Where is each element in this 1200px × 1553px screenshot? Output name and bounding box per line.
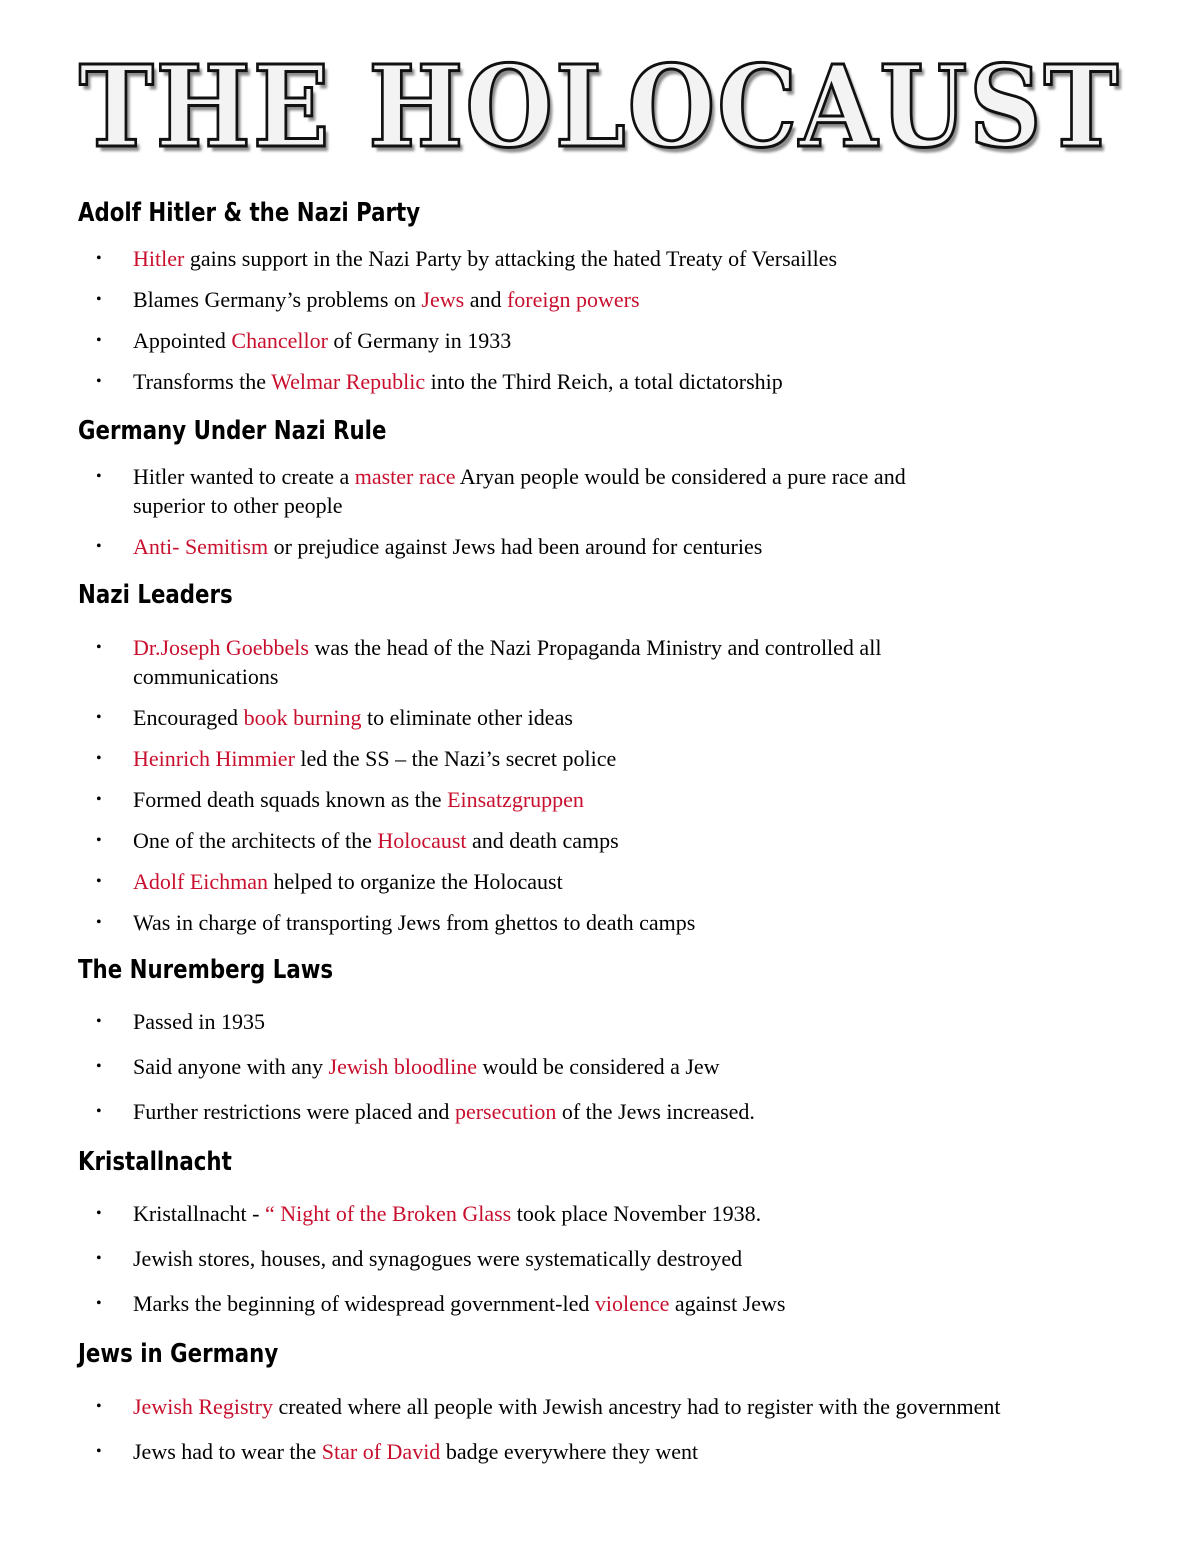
list-item: • Marks the beginning of widespread government-led violence against Jews — [96, 1291, 786, 1316]
section-germany-under-nazi-rule — [78, 416, 1138, 561]
list-item: • Dr.Joseph Goebbels was the head of the Nazi Propaganda Ministry and controlled all communications — [96, 635, 882, 689]
bullet-list — [78, 1199, 1138, 1318]
section-heading: Germany Under Nazi Rule — [78, 416, 387, 446]
list-item: • Said anyone with any Jewish bloodline would be considered a Jew — [96, 1054, 720, 1079]
list-item: • Kristallnacht - “ Night of the Broken Glass took place November 1938. — [96, 1201, 762, 1226]
title-block — [0, 42, 1200, 173]
section-heading: Kristallnacht — [78, 1147, 232, 1177]
list-item: • Jewish stores, houses, and synagogues were systematically destroyed — [96, 1246, 743, 1271]
section-heading: Adolf Hitler & the Nazi Party — [78, 198, 421, 228]
section-nazi-leaders — [78, 580, 1138, 937]
list-item: • Was in charge of transporting Jews from ghettos to death camps — [96, 910, 696, 935]
bullet-list — [78, 462, 1138, 561]
list-item: • Encouraged book burning to eliminate other ideas — [96, 705, 573, 730]
section-heading: Jews in Germany — [78, 1339, 279, 1369]
list-item: • Hitler wanted to create a master race Aryan people would be considered a pure race and superior to other people — [96, 464, 906, 518]
page-title: THE HOLOCAUST — [79, 42, 1121, 173]
bullet-list — [78, 1392, 1138, 1466]
bullet-list — [78, 633, 1138, 937]
section-heading: Nazi Leaders — [78, 580, 233, 610]
list-item: • Hitler gains support in the Nazi Party by attacking the hated Treaty of Versailles — [96, 246, 838, 271]
section-hitler-nazi-party — [78, 198, 1138, 396]
list-item: • Further restrictions were placed and persecution of the Jews increased. — [96, 1099, 755, 1124]
bullet-list — [78, 244, 1138, 396]
list-item: • Passed in 1935 — [96, 1009, 265, 1034]
list-item: • Jewish Registry created where all people with Jewish ancestry had to register with the government — [96, 1394, 1001, 1419]
list-item: • Formed death squads known as the Einsatzgruppen — [96, 787, 584, 812]
section-nuremberg-laws — [78, 955, 1138, 1126]
list-item: • Jews had to wear the Star of David badge everywhere they went — [96, 1439, 699, 1464]
list-item: • Transforms the Welmar Republic into the Third Reich, a total dictatorship — [96, 369, 783, 394]
list-item: • Blames Germany’s problems on Jews and foreign powers — [96, 287, 640, 312]
list-item: • Adolf Eichman helped to organize the Holocaust — [96, 869, 563, 894]
list-item: • Anti- Semitism or prejudice against Jews had been around for centuries — [96, 534, 763, 559]
bullet-list — [78, 1007, 1138, 1126]
section-kristallnacht — [78, 1147, 1138, 1318]
section-heading: The Nuremberg Laws — [78, 955, 334, 985]
list-item: • One of the architects of the Holocaust and death camps — [96, 828, 619, 853]
section-jews-in-germany — [78, 1339, 1138, 1466]
list-item: • Appointed Chancellor of Germany in 1933 — [96, 328, 512, 353]
list-item: • Heinrich Himmier led the SS – the Nazi’s secret police — [96, 746, 617, 771]
